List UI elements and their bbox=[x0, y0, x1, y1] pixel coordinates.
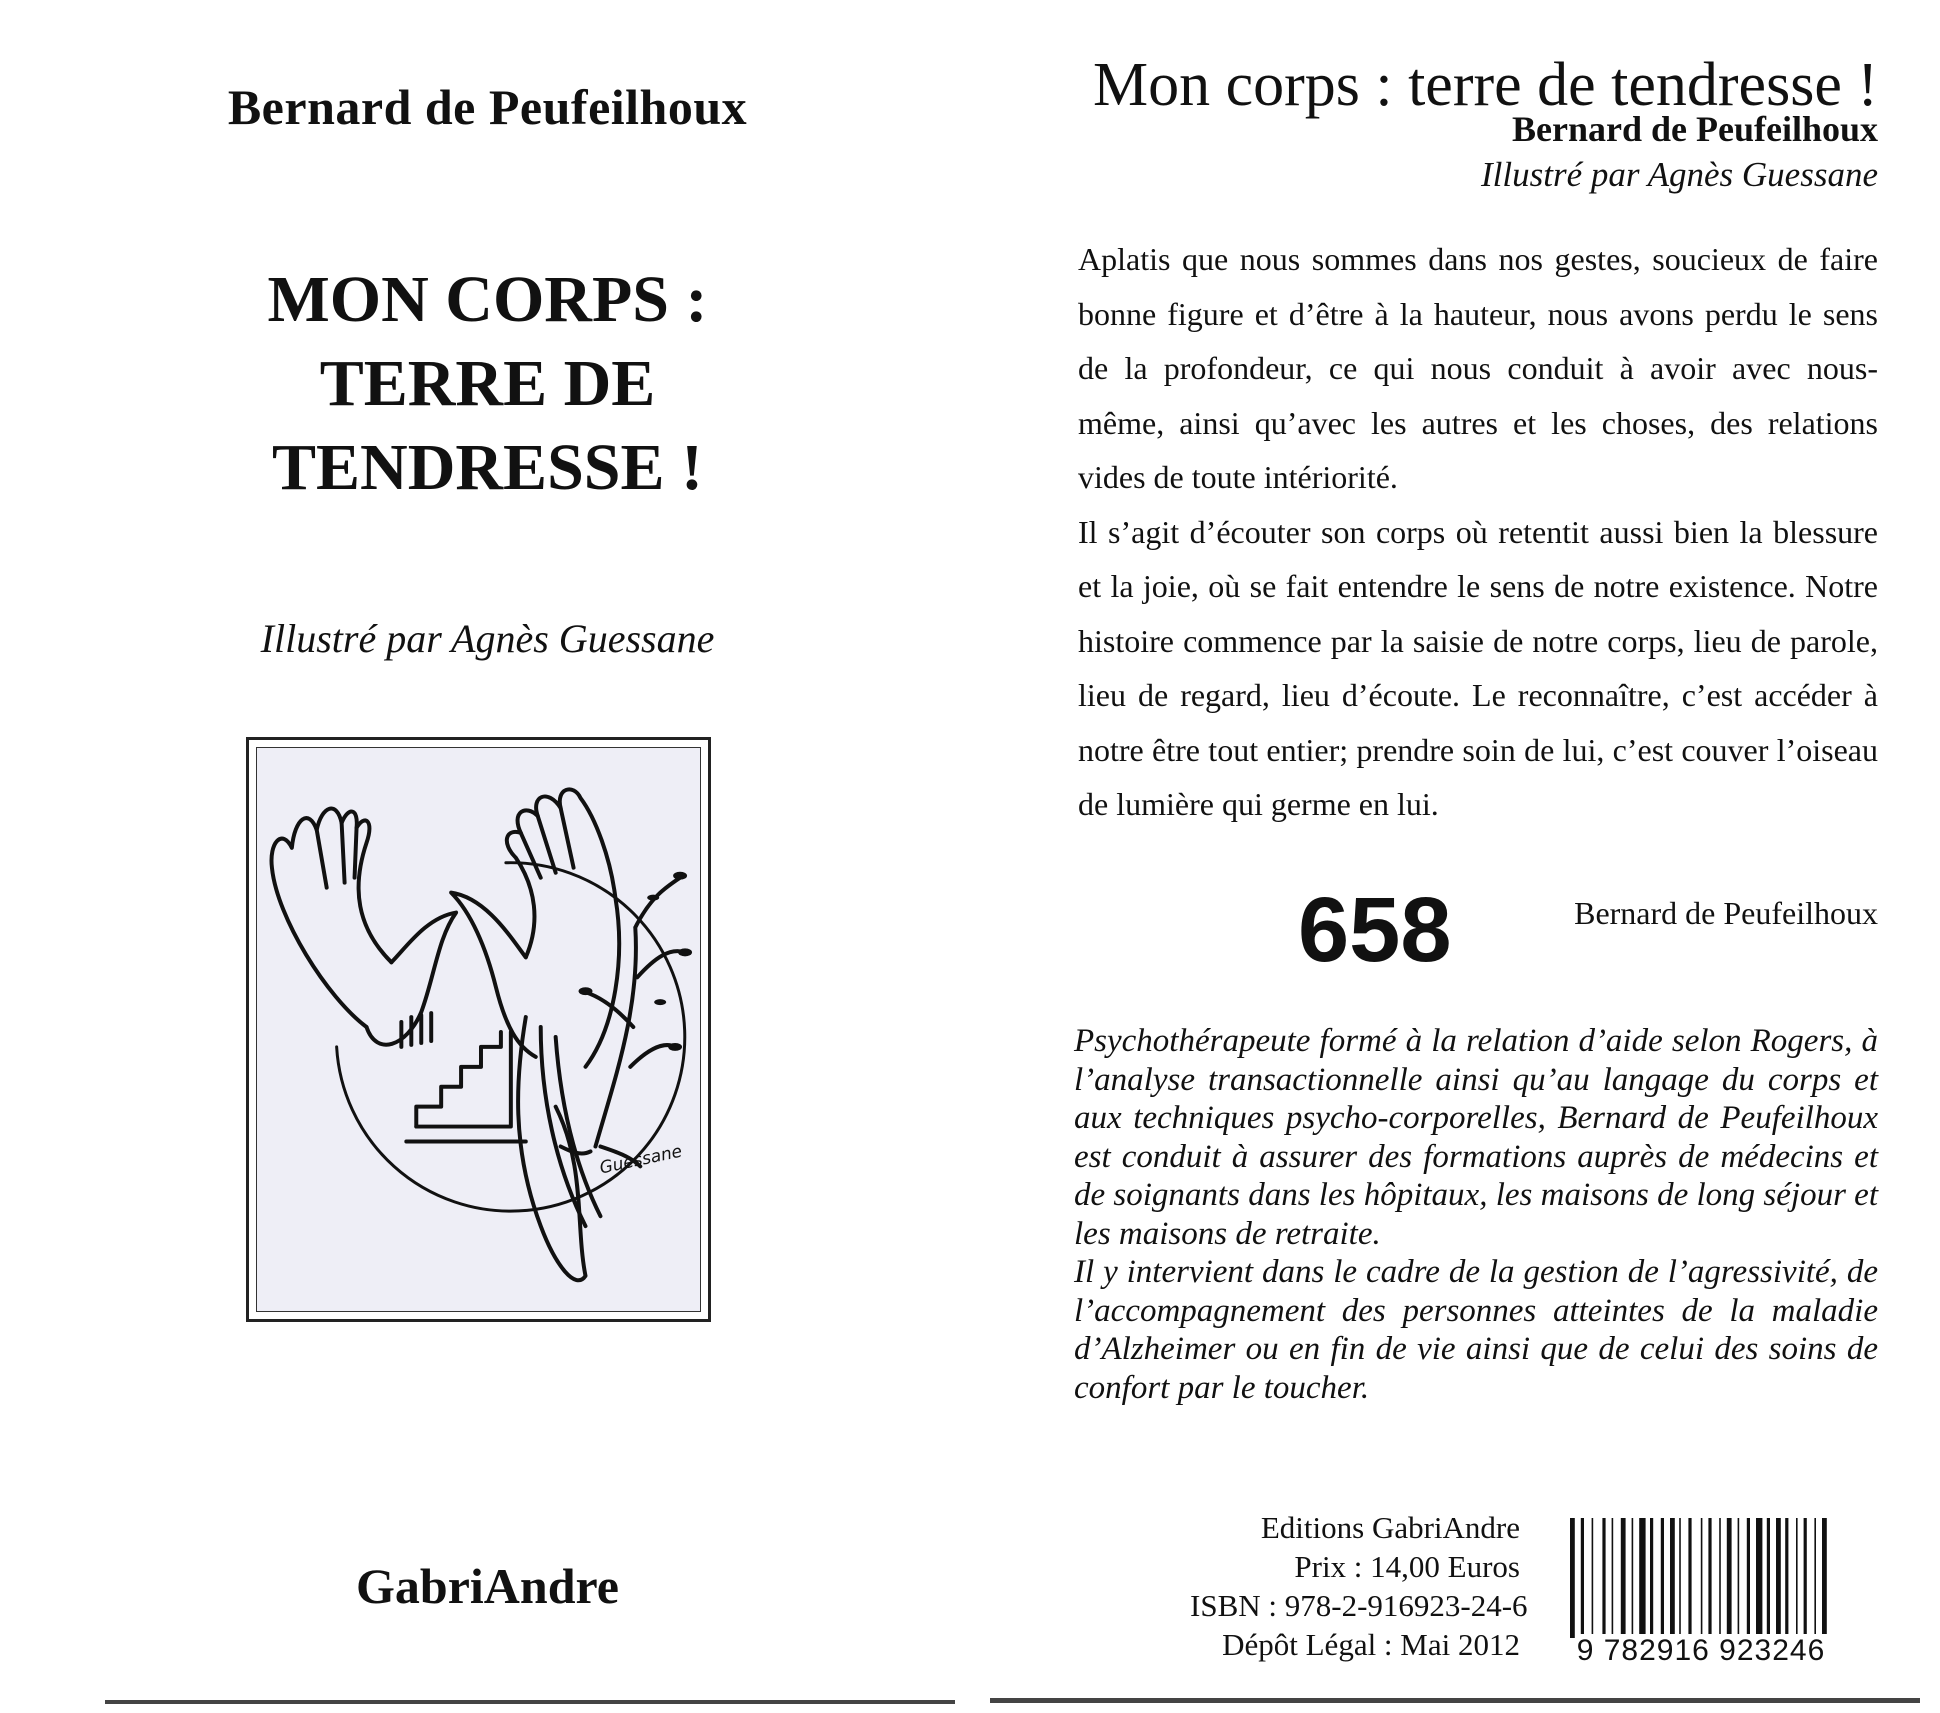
publisher-block bbox=[1190, 1508, 1528, 1664]
bio-paragraph: Psychothérapeute formé à la relation d’aide selon Rogers, à l’analyse transactionnelle ainsi qu’au langage du corps et aux techniques psycho-corporelles, Bernard de Peufeilhoux est conduit à assurer des formations auprès de médecins et de soignants dans les hôpitaux, les maisons de long séjour et les maisons de retraite. bbox=[1074, 1023, 1878, 1252]
publisher-name: Editions GabriAndre bbox=[1260, 1510, 1520, 1545]
front-illustrator: Illustré par Agnès Guessane bbox=[260, 616, 715, 661]
hands-birds-drawing bbox=[257, 748, 700, 1311]
back-author: Bernard de Peufeilhoux bbox=[1512, 109, 1878, 149]
back-title: Mon corps : terre de tendresse ! bbox=[1092, 51, 1878, 119]
legal-deposit: Dépôt Légal : Mai 2012 bbox=[1222, 1627, 1520, 1662]
collection-number: 658 bbox=[1298, 879, 1452, 981]
front-title bbox=[0, 258, 975, 510]
barcode bbox=[1566, 1518, 1836, 1668]
barcode-digits-text: 9 782916 923246 bbox=[1576, 1634, 1826, 1667]
front-bottom-edge bbox=[105, 1700, 955, 1704]
back-summary bbox=[1078, 232, 1878, 832]
front-publisher: GabriAndre bbox=[356, 1558, 619, 1614]
collection-author: Bernard de Peufeilhoux bbox=[1574, 895, 1878, 931]
front-title-line-3: TENDRESSE ! bbox=[272, 431, 703, 504]
author-biography bbox=[1074, 1022, 1878, 1407]
barcode-bars bbox=[1566, 1518, 1836, 1638]
summary-paragraph: Il s’agit d’écouter son corps où retentit aussi bien la blessure et la joie, où se fait entendre le sens de notre existence. Notre histoire commence par la saisie de notre corps, lieu de parole, lieu de regard, lieu d’écoute. Le reconnaître, c’est accéder à notre être tout entier; prendre soin de lui, c’est couver l’oiseau de lumière qui germe en lui. bbox=[1078, 513, 1878, 822]
barcode-digits bbox=[1566, 1634, 1836, 1668]
back-bottom-edge bbox=[990, 1698, 1920, 1703]
front-title-line-1: MON CORPS : bbox=[267, 263, 708, 336]
illustration-signature: Guessane bbox=[597, 1141, 684, 1179]
summary-paragraph: Aplatis que nous sommes dans nos gestes, soucieux de faire bonne figure et d’être à la hauteur, nous avons perdu le sens de la profondeur, ce qui nous conduit à avoir avec nous-même, ainsi qu’avec les autres et les choses, des relations vides de toute intériorité. bbox=[1078, 241, 1878, 495]
back-cover bbox=[990, 0, 1940, 1713]
cover-illustration bbox=[256, 747, 701, 1312]
back-illustrator: Illustré par Agnès Guessane bbox=[1481, 155, 1878, 194]
front-author: Bernard de Peufeilhoux bbox=[227, 79, 748, 135]
cover-illustration-frame bbox=[246, 737, 711, 1322]
bio-paragraph: Il y intervient dans le cadre de la gestion de l’agressivité, de l’accompagnement des personnes atteintes de la maladie d’Alzheimer ou en fin de vie ainsi que de celui des soins de confort par le toucher. bbox=[1074, 1254, 1878, 1406]
front-title-line-2: TERRE DE bbox=[319, 347, 656, 420]
isbn: ISBN : 978-2-916923-24-6 bbox=[1190, 1588, 1528, 1623]
price: Prix : 14,00 Euros bbox=[1294, 1549, 1520, 1584]
